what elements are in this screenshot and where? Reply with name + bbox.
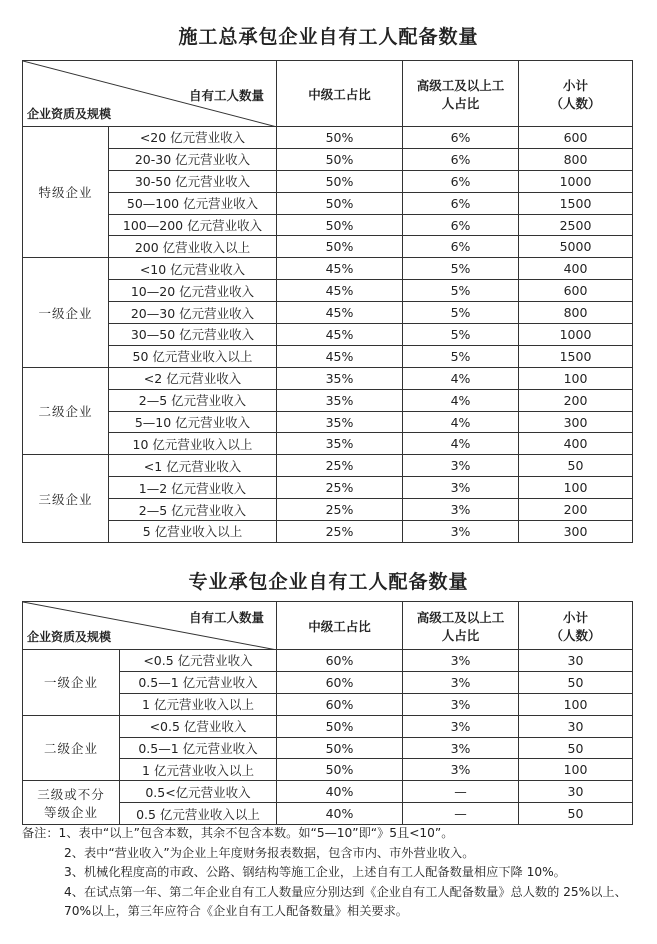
cell-senior: 5% bbox=[403, 302, 519, 324]
table2-title: 专业承包企业自有工人配备数量 bbox=[188, 571, 469, 593]
table-row bbox=[23, 433, 633, 455]
cell-senior: — bbox=[403, 781, 519, 803]
category-cell bbox=[23, 781, 120, 825]
category-label: 一级企业 bbox=[38, 305, 93, 321]
cell-senior: 4% bbox=[403, 367, 519, 389]
cell-senior: 3% bbox=[403, 477, 519, 499]
category-label-line2: 等级企业 bbox=[43, 804, 98, 820]
cell-mid: 50% bbox=[277, 148, 403, 170]
note-2: 2、表中“营业收入”为企业上年度财务报表数据，包含市内、市外营业收入。 bbox=[64, 845, 475, 860]
cell-senior: 4% bbox=[403, 389, 519, 411]
table-row bbox=[23, 302, 633, 324]
cell-scale: 2—5 亿元营业收入 bbox=[109, 389, 277, 411]
cell-senior: — bbox=[403, 803, 519, 825]
category-label: 一级企业 bbox=[43, 675, 98, 691]
category-label: 三级或不分 bbox=[37, 786, 105, 802]
diag-bottom-label: 企业资质及规模 bbox=[27, 107, 112, 121]
cell-scale: <10 亿元营业收入 bbox=[109, 258, 277, 280]
col-header-total bbox=[519, 61, 633, 127]
cell-total: 400 bbox=[519, 258, 633, 280]
cell-senior: 3% bbox=[403, 737, 519, 759]
col-header-total-line1: 小计 bbox=[562, 77, 588, 93]
table-row bbox=[23, 236, 633, 258]
note-1: 备注：1、表中“以上”包含本数，其余不包含本数。如“5—10”即“》5且<10”。 bbox=[22, 826, 454, 840]
cell-total: 1500 bbox=[519, 192, 633, 214]
col-header-total-line2: （人数） bbox=[550, 95, 601, 111]
cell-mid: 45% bbox=[277, 280, 403, 302]
cell-total: 50 bbox=[519, 671, 633, 693]
diag-bottom-label: 企业资质及规模 bbox=[27, 630, 112, 644]
cell-mid: 45% bbox=[277, 345, 403, 367]
cell-scale: <2 亿元营业收入 bbox=[109, 367, 277, 389]
cell-mid: 35% bbox=[277, 411, 403, 433]
cell-total: 200 bbox=[519, 389, 633, 411]
diagonal-header-cell bbox=[23, 602, 277, 650]
note-3: 3、机械化程度高的市政、公路、钢结构等施工企业，上述自有工人配备数量相应下降 10%。 bbox=[64, 865, 566, 879]
category-cell bbox=[23, 715, 120, 781]
cell-mid: 50% bbox=[277, 192, 403, 214]
col-header-senior-line2: 人占比 bbox=[441, 95, 480, 111]
cell-total: 2500 bbox=[519, 214, 633, 236]
category-label: 三级企业 bbox=[38, 491, 93, 507]
cell-scale: 0.5—1 亿元营业收入 bbox=[120, 671, 277, 693]
cell-scale: 1 亿元营业收入以上 bbox=[120, 759, 277, 781]
cell-senior: 6% bbox=[403, 127, 519, 149]
col-header-senior-line2: 人占比 bbox=[441, 627, 480, 643]
cell-scale: <20 亿元营业收入 bbox=[109, 127, 277, 149]
cell-scale: <1 亿元营业收入 bbox=[109, 455, 277, 477]
diag-top-label: 自有工人数量 bbox=[188, 88, 264, 103]
cell-total: 200 bbox=[519, 499, 633, 521]
col-header-senior-line1: 高级工及以上工 bbox=[416, 609, 505, 625]
cell-scale: <0.5 亿元营业收入 bbox=[120, 650, 277, 672]
cell-mid: 60% bbox=[277, 671, 403, 693]
cell-total: 50 bbox=[519, 803, 633, 825]
cell-senior: 3% bbox=[403, 715, 519, 737]
cell-mid: 35% bbox=[277, 389, 403, 411]
cell-mid: 60% bbox=[277, 693, 403, 715]
cell-scale: 20-30 亿元营业收入 bbox=[109, 148, 277, 170]
cell-senior: 4% bbox=[403, 411, 519, 433]
cell-senior: 5% bbox=[403, 345, 519, 367]
table-row bbox=[23, 650, 633, 672]
cell-scale: <0.5 亿营业收入 bbox=[120, 715, 277, 737]
table-row bbox=[23, 127, 633, 149]
table-row bbox=[23, 367, 633, 389]
notes bbox=[22, 824, 647, 922]
cell-total: 600 bbox=[519, 127, 633, 149]
col-header-senior bbox=[403, 61, 519, 127]
cell-mid: 50% bbox=[277, 236, 403, 258]
cell-total: 300 bbox=[519, 411, 633, 433]
table-row bbox=[23, 477, 633, 499]
cell-mid: 45% bbox=[277, 324, 403, 346]
cell-scale: 30-50 亿元营业收入 bbox=[109, 170, 277, 192]
col-header-total-line2: （人数） bbox=[550, 627, 601, 643]
cell-scale: 0.5<亿元营业收入 bbox=[120, 781, 277, 803]
cell-scale: 50 亿元营业收入以上 bbox=[109, 345, 277, 367]
specialty-contractor-table bbox=[22, 601, 633, 825]
cell-mid: 45% bbox=[277, 302, 403, 324]
diag-top-label: 自有工人数量 bbox=[188, 610, 264, 625]
col-header-total bbox=[519, 602, 633, 650]
cell-scale: 10 亿元营业收入以上 bbox=[109, 433, 277, 455]
cell-mid: 40% bbox=[277, 781, 403, 803]
cell-mid: 50% bbox=[277, 127, 403, 149]
category-cell bbox=[23, 367, 109, 455]
table-row bbox=[23, 781, 633, 803]
cell-total: 30 bbox=[519, 781, 633, 803]
cell-total: 400 bbox=[519, 433, 633, 455]
col-header-mid: 中级工占比 bbox=[277, 61, 403, 127]
cell-total: 1000 bbox=[519, 170, 633, 192]
cell-senior: 3% bbox=[403, 671, 519, 693]
col-header-total-line1: 小计 bbox=[562, 609, 588, 625]
cell-mid: 50% bbox=[277, 737, 403, 759]
cell-senior: 3% bbox=[403, 650, 519, 672]
cell-total: 50 bbox=[519, 737, 633, 759]
table1-title: 施工总承包企业自有工人配备数量 bbox=[178, 26, 479, 48]
cell-total: 50 bbox=[519, 455, 633, 477]
category-label: 二级企业 bbox=[43, 741, 98, 756]
cell-senior: 5% bbox=[403, 280, 519, 302]
cell-mid: 50% bbox=[277, 170, 403, 192]
note-4: 4、在试点第一年、第二年企业自有工人数量应分别达到《企业自有工人配备数量》总人数的 25%以上、70%以上，第三年应符合《企业自有工人配备数量》相关要求。 bbox=[64, 884, 627, 918]
table-row bbox=[23, 389, 633, 411]
cell-scale: 30—50 亿元营业收入 bbox=[109, 324, 277, 346]
category-label: 二级企业 bbox=[38, 404, 93, 420]
cell-mid: 25% bbox=[277, 477, 403, 499]
table-row bbox=[23, 455, 633, 477]
cell-senior: 3% bbox=[403, 455, 519, 477]
cell-total: 30 bbox=[519, 650, 633, 672]
cell-scale: 20—30 亿元营业收入 bbox=[109, 302, 277, 324]
cell-total: 300 bbox=[519, 521, 633, 543]
cell-total: 600 bbox=[519, 280, 633, 302]
cell-mid: 25% bbox=[277, 455, 403, 477]
cell-total: 800 bbox=[519, 148, 633, 170]
table-row bbox=[23, 499, 633, 521]
category-cell bbox=[23, 258, 109, 367]
cell-scale: 10—20 亿元营业收入 bbox=[109, 280, 277, 302]
cell-mid: 45% bbox=[277, 258, 403, 280]
table-row bbox=[23, 148, 633, 170]
table-row bbox=[23, 411, 633, 433]
table-row bbox=[23, 170, 633, 192]
col-header-mid: 中级工占比 bbox=[277, 602, 403, 650]
cell-mid: 25% bbox=[277, 499, 403, 521]
cell-total: 100 bbox=[519, 693, 633, 715]
cell-senior: 3% bbox=[403, 693, 519, 715]
category-cell bbox=[23, 127, 109, 258]
cell-scale: 200 亿营业收入以上 bbox=[109, 236, 277, 258]
col-header-senior bbox=[403, 602, 519, 650]
cell-total: 1000 bbox=[519, 324, 633, 346]
category-cell bbox=[23, 650, 120, 716]
cell-total: 100 bbox=[519, 367, 633, 389]
table-row bbox=[23, 715, 633, 737]
cell-scale: 5 亿营业收入以上 bbox=[109, 521, 277, 543]
cell-mid: 25% bbox=[277, 521, 403, 543]
col-header-senior-line1: 高级工及以上工 bbox=[416, 77, 505, 93]
cell-mid: 50% bbox=[277, 214, 403, 236]
cell-total: 100 bbox=[519, 477, 633, 499]
cell-senior: 6% bbox=[403, 192, 519, 214]
cell-mid: 40% bbox=[277, 803, 403, 825]
table-row bbox=[23, 521, 633, 543]
cell-mid: 35% bbox=[277, 367, 403, 389]
table-row bbox=[23, 258, 633, 280]
cell-total: 5000 bbox=[519, 236, 633, 258]
cell-senior: 6% bbox=[403, 148, 519, 170]
cell-total: 800 bbox=[519, 302, 633, 324]
cell-mid: 50% bbox=[277, 759, 403, 781]
table-row bbox=[23, 280, 633, 302]
cell-scale: 1 亿元营业收入以上 bbox=[120, 693, 277, 715]
cell-senior: 5% bbox=[403, 258, 519, 280]
cell-total: 1500 bbox=[519, 345, 633, 367]
category-label: 特级企业 bbox=[38, 185, 93, 201]
cell-total: 100 bbox=[519, 759, 633, 781]
cell-scale: 5—10 亿元营业收入 bbox=[109, 411, 277, 433]
cell-scale: 0.5 亿元营业收入以上 bbox=[120, 803, 277, 825]
cell-senior: 6% bbox=[403, 170, 519, 192]
table-row bbox=[23, 192, 633, 214]
table-row bbox=[23, 214, 633, 236]
cell-senior: 6% bbox=[403, 214, 519, 236]
cell-senior: 3% bbox=[403, 759, 519, 781]
cell-senior: 6% bbox=[403, 236, 519, 258]
cell-senior: 3% bbox=[403, 499, 519, 521]
category-cell bbox=[23, 455, 109, 543]
cell-total: 30 bbox=[519, 715, 633, 737]
cell-senior: 5% bbox=[403, 324, 519, 346]
cell-mid: 35% bbox=[277, 433, 403, 455]
cell-scale: 2—5 亿元营业收入 bbox=[109, 499, 277, 521]
table-row bbox=[23, 345, 633, 367]
cell-scale: 1—2 亿元营业收入 bbox=[109, 477, 277, 499]
cell-mid: 60% bbox=[277, 650, 403, 672]
cell-mid: 50% bbox=[277, 715, 403, 737]
diagonal-header-cell bbox=[23, 61, 277, 127]
cell-scale: 50—100 亿元营业收入 bbox=[109, 192, 277, 214]
cell-scale: 100—200 亿元营业收入 bbox=[109, 214, 277, 236]
construction-contractor-table bbox=[22, 60, 633, 543]
cell-scale: 0.5—1 亿元营业收入 bbox=[120, 737, 277, 759]
cell-senior: 3% bbox=[403, 521, 519, 543]
table-row bbox=[23, 324, 633, 346]
cell-senior: 4% bbox=[403, 433, 519, 455]
